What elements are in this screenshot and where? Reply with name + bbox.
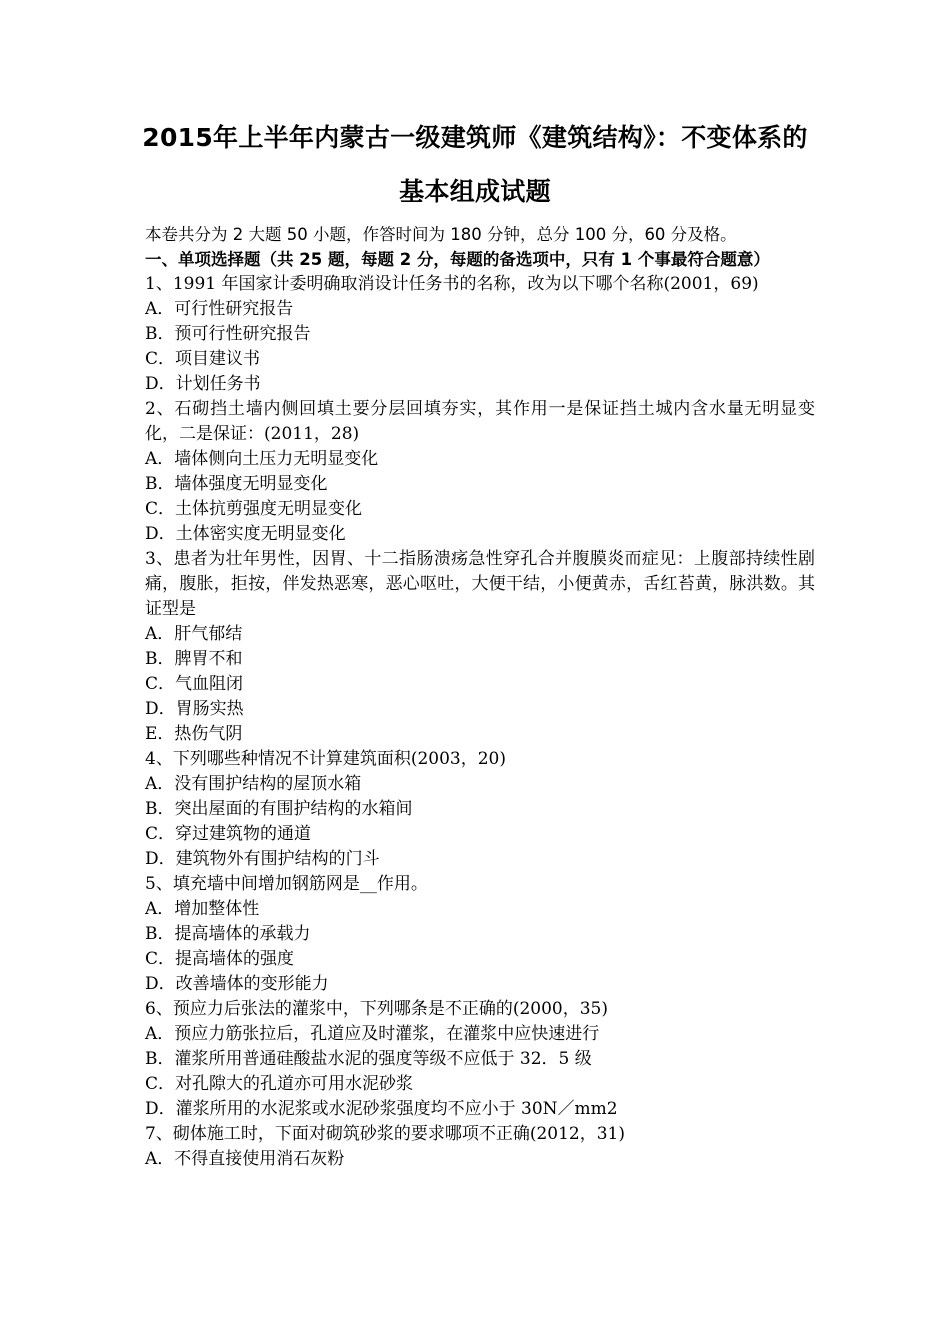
answer-option: D．胃肠实热 (145, 699, 244, 719)
document-title-line-2: 基本组成试题 (399, 177, 551, 206)
answer-option: A．墙体侧向土压力无明显变化 (145, 449, 379, 469)
answer-option: D．灌浆所用的水泥浆或水泥砂浆强度均不应小于 30N／mm2 (145, 1099, 618, 1119)
question-stem: 4、下列哪些种情况不计算建筑面积(2003，20) (145, 749, 506, 769)
answer-option: A．预应力筋张拉后，孔道应及时灌浆，在灌浆中应快速进行 (145, 1024, 600, 1044)
answer-option: C．提高墙体的强度 (145, 949, 295, 969)
answer-option: B．灌浆所用普通硅酸盐水泥的强度等级不应低于 32．5 级 (145, 1049, 592, 1069)
answer-option: C．穿过建筑物的通道 (145, 824, 312, 844)
answer-option: A．没有围护结构的屋顶水箱 (145, 774, 362, 794)
document-body (145, 222, 815, 1172)
exam-intro: 本卷共分为 2 大题 50 小题，作答时间为 180 分钟，总分 100 分，60 分及格。 (145, 225, 737, 244)
answer-option: A．增加整体性 (145, 899, 260, 919)
question-stem: 2、石砌挡土墙内侧回填土要分层回填夯实，其作用一是保证挡土城内含水量无明显变化，二是保证：(2011，28) (145, 399, 815, 444)
answer-option: E．热伤气阴 (145, 724, 243, 744)
answer-option: C．气血阻闭 (145, 674, 244, 694)
answer-option: D．计划任务书 (145, 374, 261, 394)
answer-option: B．墙体强度无明显变化 (145, 474, 328, 494)
answer-option: C．对孔隙大的孔道亦可用水泥砂浆 (145, 1074, 414, 1094)
question-stem: 5、填充墙中间增加钢筋网是__作用。 (145, 874, 428, 894)
answer-option: B．突出屋面的有围护结构的水箱间 (145, 799, 413, 819)
answer-option: A．可行性研究报告 (145, 299, 294, 319)
answer-option: C．土体抗剪强度无明显变化 (145, 499, 363, 519)
question-stem: 7、砌体施工时，下面对砌筑砂浆的要求哪项不正确(2012，31) (145, 1124, 625, 1144)
section-heading: 一、单项选择题（共 25 题，每题 2 分，每题的备选项中，只有 1 个事最符合题意） (145, 250, 770, 269)
answer-option: B．提高墙体的承载力 (145, 924, 311, 944)
question-stem: 6、预应力后张法的灌浆中，下列哪条是不正确的(2000，35) (145, 999, 608, 1019)
answer-option: A．肝气郁结 (145, 624, 243, 644)
answer-option: D．建筑物外有围护结构的门斗 (145, 849, 380, 869)
document-title-line-1: 2015年上半年内蒙古一级建筑师《建筑结构》：不变体系的 (142, 123, 808, 152)
answer-option: B．预可行性研究报告 (145, 324, 311, 344)
answer-option: C．项目建议书 (145, 349, 261, 369)
answer-option: B．脾胃不和 (145, 649, 243, 669)
question-stem: 1、1991 年国家计委明确取消设计任务书的名称，改为以下哪个名称(2001，69) (145, 274, 759, 294)
question-stem: 3、患者为壮年男性，因胃、十二指肠溃疡急性穿孔合并腹膜炎而症见：上腹部持续性剧痛，腹胀，拒按，伴发热恶寒，恶心呕吐，大便干结，小便黄赤，舌红苔黄，脉洪数。其证型是 (145, 549, 815, 619)
answer-option: D．改善墙体的变形能力 (145, 974, 329, 994)
answer-option: A．不得直接使用消石灰粉 (145, 1149, 345, 1169)
answer-option: D．土体密实度无明显变化 (145, 524, 346, 544)
